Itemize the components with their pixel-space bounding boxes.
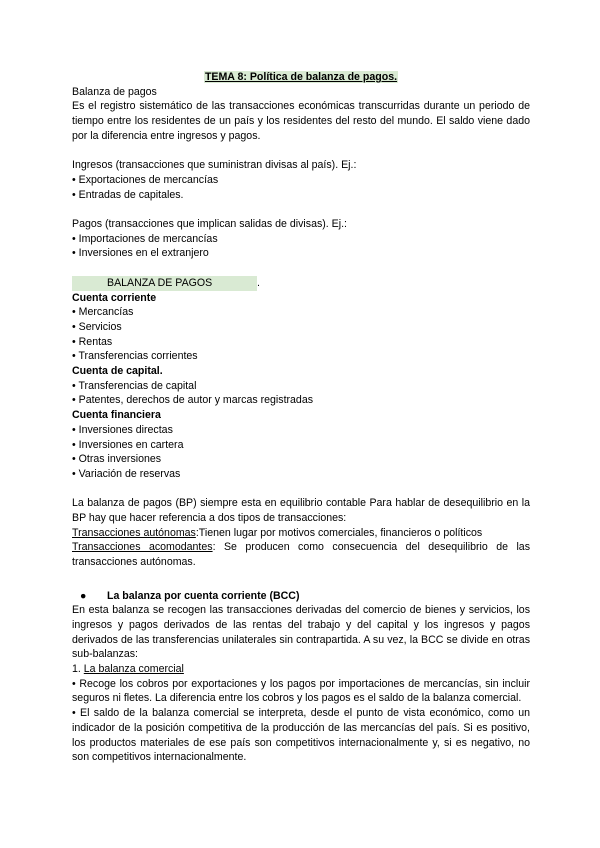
list-item: • Otras inversiones [72, 453, 162, 466]
list-item: • Rentas [72, 335, 113, 348]
cuenta-financiera-list [72, 423, 530, 482]
list-item: • Patentes, derechos de autor y marcas registradas [72, 394, 314, 407]
spacer [72, 144, 530, 159]
ingresos-list [72, 173, 530, 202]
list-item: • Inversiones directas [72, 423, 173, 436]
transacciones-acomodantes: Transacciones acomodantes: Se producen como consecuencia del desequilibrio de las transacciones autónomas. [72, 541, 530, 569]
transacciones-autonomas: Transacciones autónomas:Tienen lugar por motivos comerciales, financieros o políticos [72, 526, 483, 539]
list-item: • Exportaciones de mercancías [72, 173, 219, 186]
list-item: • Entradas de capitales. [72, 188, 184, 201]
ingresos-heading: Ingresos (transacciones que suministran divisas al país). Ej.: [72, 159, 357, 172]
intro-text: Es el registro sistemático de las transacciones económicas transcurridas durante un periodo de tiempo entre los residentes de un país y los residentes del resto del mundo. El saldo viene dado por la diferencia entre ingresos y pagos. [72, 100, 530, 142]
list-item: • Transferencias corrientes [72, 350, 198, 363]
pagos-list [72, 232, 530, 261]
list-item: • Variación de reservas [72, 467, 181, 480]
cuenta-financiera-heading: Cuenta financiera [72, 409, 161, 422]
document-page [72, 70, 530, 765]
bp-header-highlight: BALANZA DE PAGOS [72, 276, 257, 291]
pagos-heading: Pagos (transacciones que implican salidas de divisas). Ej.: [72, 218, 347, 230]
bp-header: BALANZA DE PAGOS . [72, 276, 530, 291]
spacer [72, 482, 530, 497]
cuenta-capital-heading: Cuenta de capital. [72, 365, 163, 378]
cuenta-capital-list [72, 379, 530, 408]
list-item: • Inversiones en cartera [72, 438, 184, 451]
cuenta-corriente-heading: Cuenta corriente [72, 291, 157, 304]
bcc-paragraph: • Recoge los cobros por exportaciones y los pagos por importaciones de mercancías, sin incluir seguros ni fletes. La diferencia entre los cobros y los pagos es el saldo de la balanza comercial. [72, 677, 530, 705]
bcc-text: En esta balanza se recogen las transacciones derivadas del comercio de bienes y servicios, los ingresos y pagos derivados de las rentas del trabajo y del capital y los ingresos y pagos derivados de las transferencias unilaterales sin contrapartida. A su vez, la BCC se divide en otras sub-balanzas: [72, 604, 530, 661]
bcc-heading: ● La balanza por cuenta corriente (BCC) [80, 589, 300, 602]
intro-heading: Balanza de pagos [72, 85, 157, 98]
list-item: • Transferencias de capital [72, 379, 197, 392]
list-item: • Mercancías [72, 306, 134, 319]
page-title: TEMA 8: Política de balanza de pagos. [204, 71, 398, 83]
bcc-paragraph: • El saldo de la balanza comercial se interpreta, desde el punto de vista económico, como un indicador de la posición competitiva de la producción de las mercancías del país. Si es positivo, los productos materiales de ese país son competitivos internacionalmente y, si es negativo, no son competitivos internacionalmente. [72, 707, 530, 764]
cuenta-corriente-list [72, 305, 530, 364]
list-item: • Importaciones de mercancías [72, 232, 218, 245]
bullet-icon: ● [80, 589, 87, 602]
spacer [72, 202, 530, 217]
list-item: • Servicios [72, 320, 122, 333]
equilibrio-text: La balanza de pagos (BP) siempre esta en equilibrio contable Para hablar de desequilibrio en la BP hay que hacer referencia a dos tipos de transacciones: [72, 497, 530, 525]
list-item: • Inversiones en el extranjero [72, 247, 209, 260]
spacer [72, 261, 530, 276]
balanza-comercial-heading: 1. La balanza comercial [72, 663, 184, 676]
spacer [72, 570, 530, 585]
